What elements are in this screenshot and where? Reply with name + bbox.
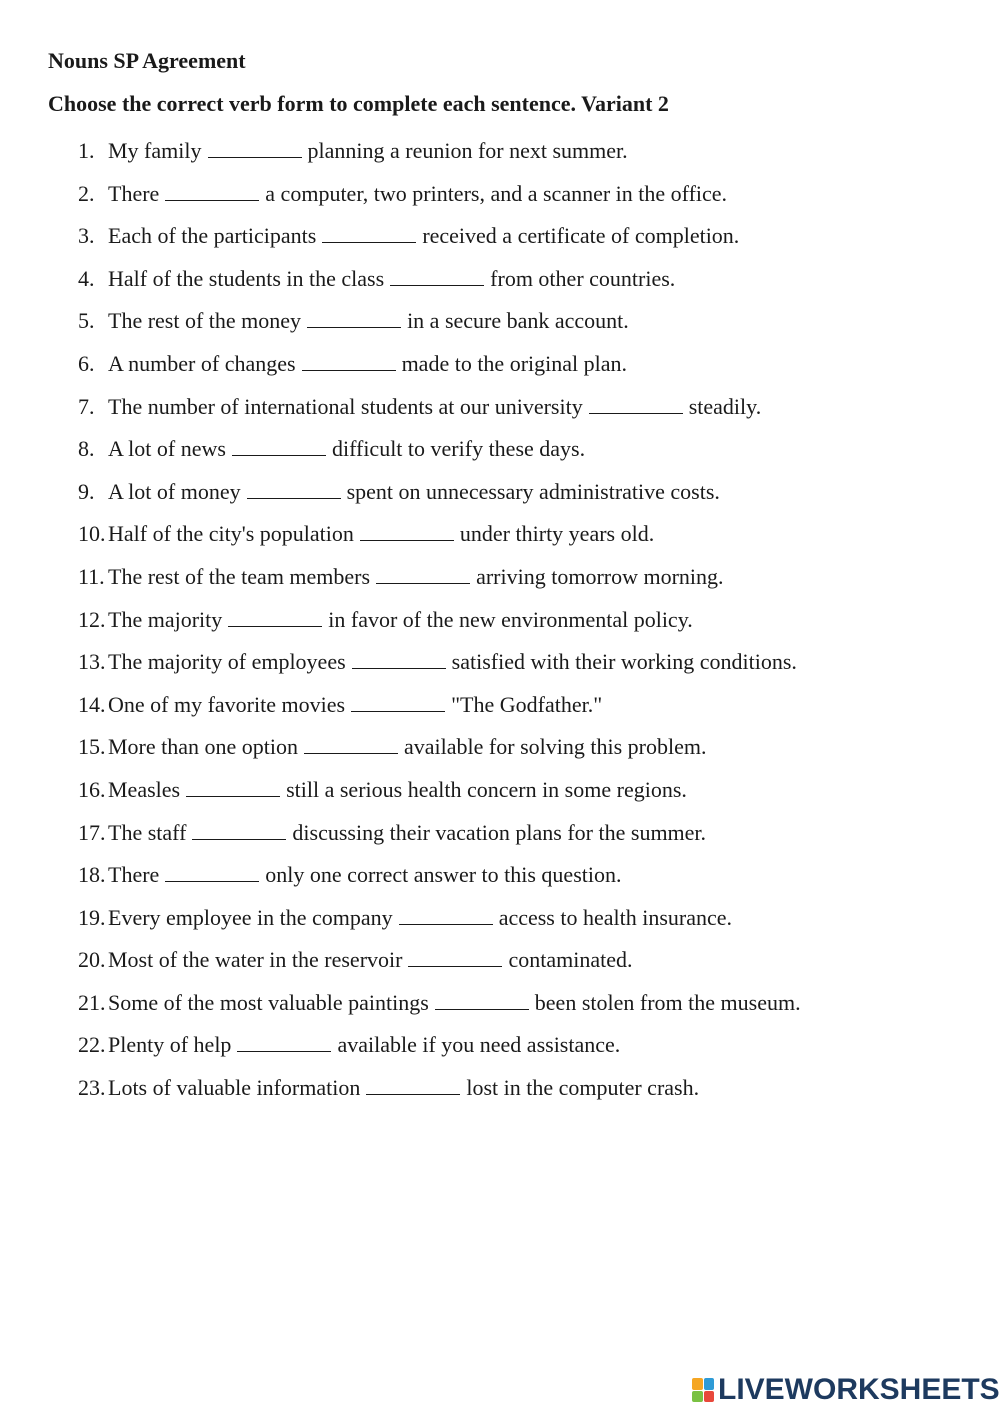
page-title: Nouns SP Agreement bbox=[48, 48, 246, 73]
question-text-after: available if you need assistance. bbox=[337, 1032, 621, 1058]
question-item bbox=[78, 1031, 801, 1074]
question-item bbox=[78, 137, 801, 180]
question-item bbox=[78, 478, 801, 521]
answer-blank[interactable] bbox=[304, 733, 398, 754]
question-number: 12. bbox=[78, 606, 106, 632]
question-text-after: received a certificate of completion. bbox=[422, 223, 740, 249]
question-item bbox=[78, 222, 801, 265]
question-text-before: One of my favorite movies bbox=[108, 691, 346, 717]
question-text-after: contaminated. bbox=[508, 947, 633, 973]
answer-blank[interactable] bbox=[165, 180, 259, 201]
question-text-after: planning a reunion for next summer. bbox=[307, 138, 628, 163]
question-text-before: Lots of valuable information bbox=[108, 1075, 361, 1101]
answer-blank[interactable] bbox=[192, 819, 286, 840]
question-number: 10. bbox=[78, 521, 106, 547]
question-number: 13. bbox=[78, 649, 106, 675]
answer-blank[interactable] bbox=[351, 691, 445, 712]
question-item bbox=[78, 648, 801, 691]
question-text-after: in favor of the new environmental policy. bbox=[328, 606, 693, 632]
question-text-after: spent on unnecessary administrative costs. bbox=[346, 478, 720, 504]
question-number: 5. bbox=[78, 308, 95, 334]
answer-blank[interactable] bbox=[390, 265, 484, 286]
question-number: 1. bbox=[78, 138, 95, 163]
question-text-before: There bbox=[108, 862, 160, 888]
question-text-after: access to health insurance. bbox=[498, 904, 733, 930]
question-item bbox=[78, 265, 801, 308]
answer-blank[interactable] bbox=[247, 478, 341, 499]
answer-blank[interactable] bbox=[186, 776, 280, 797]
question-number: 7. bbox=[78, 393, 95, 419]
question-item bbox=[78, 861, 801, 904]
question-item bbox=[78, 435, 801, 478]
question-text-before: The staff bbox=[108, 819, 187, 845]
question-text-before: The majority bbox=[108, 606, 223, 632]
question-item bbox=[78, 393, 801, 436]
question-number: 17. bbox=[78, 819, 106, 845]
answer-blank[interactable] bbox=[165, 861, 259, 882]
question-item bbox=[78, 307, 801, 350]
question-number: 16. bbox=[78, 776, 106, 802]
question-text-after: only one correct answer to this question. bbox=[265, 862, 622, 888]
question-number: 8. bbox=[78, 436, 95, 462]
question-item bbox=[78, 946, 801, 989]
question-text-after: been stolen from the museum. bbox=[534, 989, 801, 1015]
question-text-before: A lot of money bbox=[108, 478, 241, 504]
question-text-after: difficult to verify these days. bbox=[331, 436, 586, 462]
question-item bbox=[78, 691, 801, 734]
question-text-before: The rest of the money bbox=[108, 308, 302, 334]
question-item bbox=[78, 180, 801, 223]
logo-square-1 bbox=[692, 1378, 703, 1390]
logo-square-3 bbox=[692, 1391, 703, 1403]
answer-blank[interactable] bbox=[408, 946, 502, 967]
question-number: 21. bbox=[78, 989, 106, 1015]
question-text-before: The number of international students at our university bbox=[108, 393, 583, 419]
question-number: 11. bbox=[78, 563, 105, 589]
question-item bbox=[78, 350, 801, 393]
question-text-before: Some of the most valuable paintings bbox=[108, 989, 429, 1015]
question-text-after: lost in the computer crash. bbox=[466, 1075, 700, 1101]
answer-blank[interactable] bbox=[307, 307, 401, 328]
question-text-before: A lot of news bbox=[108, 436, 226, 462]
brand-name: LIVEWORKSHEETS bbox=[718, 1373, 1000, 1406]
question-text-before: Measles bbox=[108, 776, 181, 802]
question-text-after: under thirty years old. bbox=[459, 521, 655, 547]
question-number: 9. bbox=[78, 478, 95, 504]
answer-blank[interactable] bbox=[376, 563, 470, 584]
question-text-before: The majority of employees bbox=[108, 649, 346, 675]
question-list bbox=[78, 137, 801, 1117]
question-text-after: still a serious health concern in some regions. bbox=[286, 776, 687, 802]
question-text-after: available for solving this problem. bbox=[404, 734, 707, 760]
question-item bbox=[78, 819, 801, 862]
answer-blank[interactable] bbox=[237, 1031, 331, 1052]
answer-blank[interactable] bbox=[228, 606, 322, 627]
question-number: 20. bbox=[78, 947, 106, 973]
logo-square-2 bbox=[704, 1378, 715, 1390]
question-text-before: More than one option bbox=[108, 734, 299, 760]
answer-blank[interactable] bbox=[360, 520, 454, 541]
answer-blank[interactable] bbox=[208, 137, 302, 158]
question-number: 14. bbox=[78, 691, 106, 717]
question-text-after: "The Godfather." bbox=[451, 691, 603, 717]
question-text-before: Each of the participants bbox=[108, 223, 317, 249]
question-text-before: Plenty of help bbox=[108, 1032, 232, 1058]
question-text-after: arriving tomorrow morning. bbox=[476, 563, 724, 589]
question-text-before: My family bbox=[108, 138, 202, 163]
question-text-after: satisfied with their working conditions. bbox=[451, 649, 797, 675]
question-item bbox=[78, 1074, 801, 1117]
question-item bbox=[78, 606, 801, 649]
question-item bbox=[78, 733, 801, 776]
question-number: 15. bbox=[78, 734, 106, 760]
question-number: 22. bbox=[78, 1032, 106, 1058]
brand bbox=[692, 1374, 1000, 1406]
answer-blank[interactable] bbox=[399, 904, 493, 925]
question-text-before: A number of changes bbox=[108, 350, 296, 376]
question-number: 4. bbox=[78, 265, 95, 291]
logo-square-4 bbox=[704, 1391, 715, 1403]
question-text-before: Half of the students in the class bbox=[108, 265, 385, 291]
question-number: 23. bbox=[78, 1075, 106, 1101]
question-text-after: steadily. bbox=[688, 393, 762, 419]
question-number: 2. bbox=[78, 180, 95, 206]
question-text-after: in a secure bank account. bbox=[407, 308, 629, 334]
question-item bbox=[78, 776, 801, 819]
question-number: 18. bbox=[78, 862, 106, 888]
question-number: 6. bbox=[78, 350, 95, 376]
question-number: 3. bbox=[78, 223, 95, 249]
question-text-after: discussing their vacation plans for the summer. bbox=[292, 819, 707, 845]
question-item bbox=[78, 520, 801, 563]
question-item bbox=[78, 563, 801, 606]
question-text-after: a computer, two printers, and a scanner in the office. bbox=[265, 180, 728, 206]
question-number: 19. bbox=[78, 904, 106, 930]
question-item bbox=[78, 989, 801, 1032]
question-text-before: The rest of the team members bbox=[108, 563, 371, 589]
question-text-before: Most of the water in the reservoir bbox=[108, 947, 403, 973]
answer-blank[interactable] bbox=[322, 222, 416, 243]
answer-blank[interactable] bbox=[352, 648, 446, 669]
instructions: Choose the correct verb form to complete each sentence. Variant 2 bbox=[48, 91, 669, 116]
question-text-before: There bbox=[108, 180, 160, 206]
answer-blank[interactable] bbox=[366, 1074, 460, 1095]
question-text-before: Every employee in the company bbox=[108, 904, 393, 930]
question-text-before: Half of the city's population bbox=[108, 521, 354, 547]
question-text-after: made to the original plan. bbox=[401, 350, 627, 376]
answer-blank[interactable] bbox=[302, 350, 396, 371]
answer-blank[interactable] bbox=[232, 435, 326, 456]
question-text-after: from other countries. bbox=[490, 265, 676, 291]
answer-blank[interactable] bbox=[435, 989, 529, 1010]
answer-blank[interactable] bbox=[589, 393, 683, 414]
liveworksheets-logo-icon bbox=[692, 1378, 714, 1402]
question-item bbox=[78, 904, 801, 947]
